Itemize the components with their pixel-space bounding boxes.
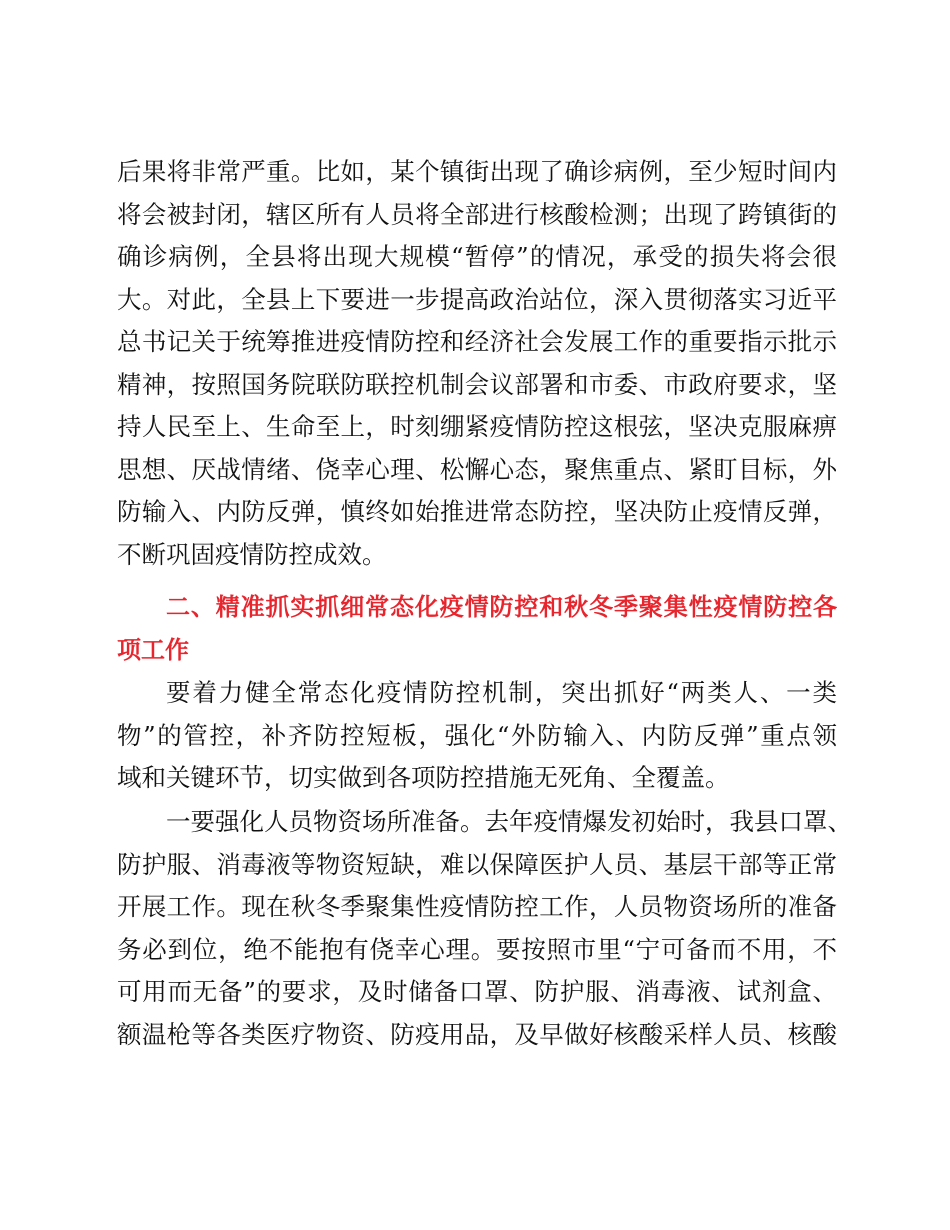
text-line: 大。对此，全县上下要进一步提高政治站位，深入贯彻落实习近平 [117, 284, 837, 314]
text-line: 持人民至上、生命至上，时刻绷紧疫情防控这根弦，坚决克服麻痹 [117, 412, 837, 441]
text-line: 物”的管控，补齐防控短板，强化“外防输入、内防反弹”重点领 [117, 720, 837, 750]
text-line: 将会被封闭，辖区所有人员将全部进行核酸检测；出现了跨镇街的 [117, 199, 837, 229]
heading-line: 二、精准抓实抓细常态化疫情防控和秋冬季聚集性疫情防控各 [166, 593, 837, 621]
paragraph-continuation [117, 151, 837, 576]
text-line: 后果将非常严重。比如，某个镇街出现了确诊病例，至少短时间内 [117, 157, 837, 186]
text-line: 思想、厌战情绪、侥幸心理、松懈心态，聚焦重点、紧盯目标，外 [117, 454, 837, 484]
text-line: 一要强化人员物资场所准备。去年疫情爆发初始时，我县口罩、 [166, 807, 852, 836]
text-line: 额温枪等各类医疗物资、防疫用品，及早做好核酸采样人员、核酸 [117, 1019, 837, 1049]
text-line: 可用而无备”的要求，及时储备口罩、防护服、消毒液、试剂盒、 [117, 977, 837, 1006]
paragraph-first-point [117, 801, 852, 1056]
text-line: 务必到位，绝不能抱有侥幸心理。要按照市里“宁可备而不用，不 [117, 934, 837, 964]
text-line: 域和关键环节，切实做到各项防控措施无死角、全覆盖。 [117, 763, 730, 792]
text-line: 总书记关于统筹推进疫情防控和经济社会发展工作的重要指示批示 [117, 327, 837, 356]
text-line: 要着力健全常态化疫情防控机制，突出抓好“两类人、一类 [166, 678, 837, 707]
text-line: 不断巩固疫情防控成效。 [117, 539, 387, 569]
text-line: 防输入、内防反弹，慎终如始推进常态防控，坚决防止疫情反弹， [117, 497, 837, 526]
text-line: 精神，按照国务院联防联控机制会议部署和市委、市政府要求，坚 [117, 369, 837, 399]
text-line: 防护服、消毒液等物资短缺，难以保障医护人员、基层干部等正常 [117, 849, 837, 879]
heading-line: 项工作 [117, 635, 189, 664]
paragraph-intro [117, 672, 837, 800]
text-line: 确诊病例，全县将出现大规模“暂停”的情况，承受的损失将会很 [117, 242, 837, 271]
section-heading [117, 586, 837, 671]
text-line: 开展工作。现在秋冬季聚集性疫情防控工作，人员物资场所的准备 [117, 892, 837, 921]
